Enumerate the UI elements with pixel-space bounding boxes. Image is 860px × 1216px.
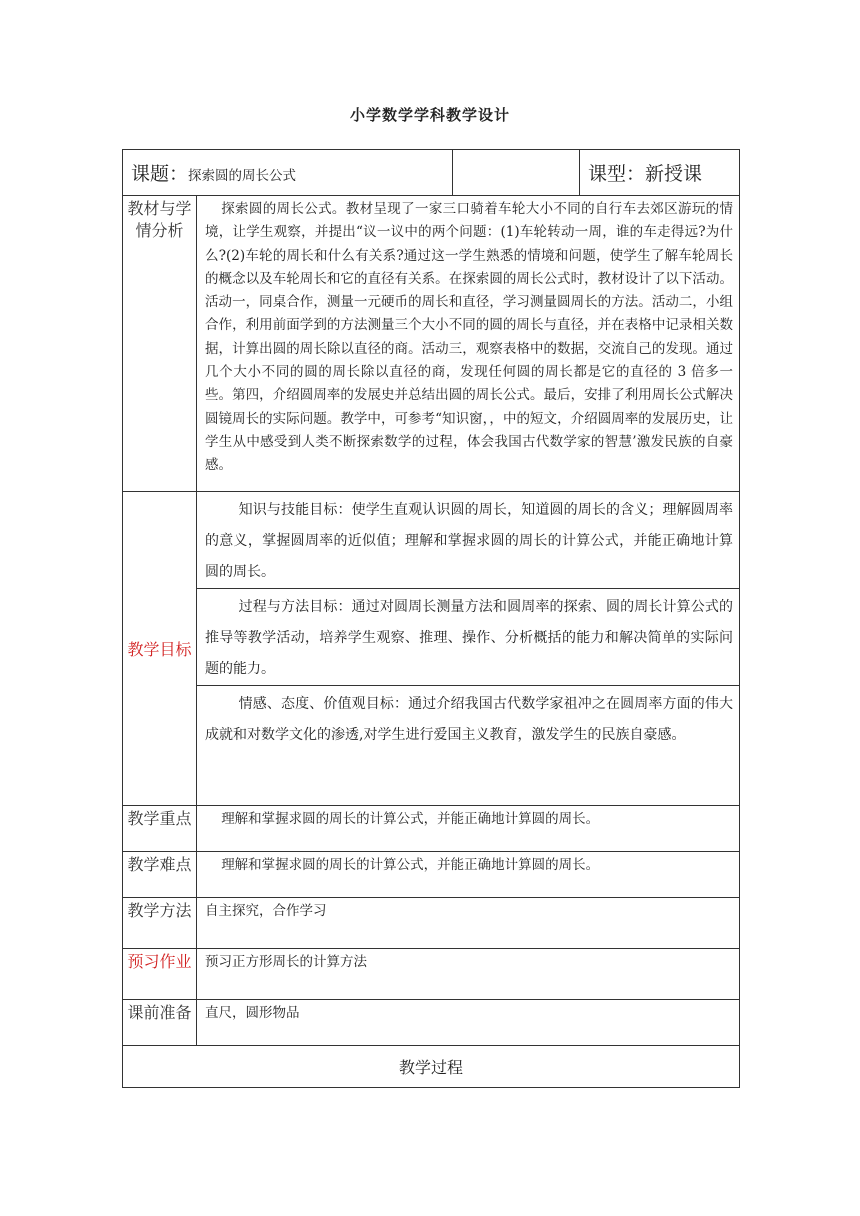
topic-cell	[123, 150, 453, 196]
objective-process: 过程与方法目标：通过对圆周长测量方法和圆周率的探索、圆的周长计算公式的推导等教学活动，培养学生观察、推理、操作、分析概括的能力和解决简单的实际问题的能力。	[197, 589, 740, 686]
type-value: 新授课	[645, 163, 703, 185]
topic-value: 探索圆的周长公式	[188, 168, 297, 184]
process-heading-row	[123, 1046, 740, 1088]
method-label: 教学方法	[123, 898, 197, 949]
process-heading: 教学过程	[123, 1046, 740, 1088]
topic-label: 课题：	[131, 163, 189, 185]
key-point-row	[123, 806, 740, 852]
preparation-label: 课前准备	[123, 1000, 197, 1046]
homework-row	[123, 949, 740, 1000]
objective-row-knowledge	[123, 492, 740, 589]
homework-label: 预习作业	[123, 949, 197, 1000]
key-point-label: 教学重点	[123, 806, 197, 852]
analysis-row	[123, 196, 740, 492]
objective-knowledge: 知识与技能目标：使学生直观认识圆的周长，知道圆的周长的含义；理解圆周率的意义，掌握圆周率的近似值；理解和掌握求圆的周长的计算公式，并能正确地计算圆的周长。	[197, 492, 740, 589]
empty-cell	[453, 150, 580, 196]
objectives-label: 教学目标	[123, 492, 197, 806]
lesson-plan-table	[122, 149, 740, 1088]
type-cell	[580, 150, 740, 196]
page-title: 小学数学学科教学设计	[349, 106, 510, 124]
header-row	[123, 150, 740, 196]
difficulty-label: 教学难点	[123, 852, 197, 898]
objective-row-process	[123, 589, 740, 686]
method-value: 自主探究，合作学习	[197, 898, 740, 949]
difficulty-value: 理解和掌握求圆的周长的计算公式，并能正确地计算圆的周长。	[197, 852, 740, 898]
key-point-value: 理解和掌握求圆的周长的计算公式，并能正确地计算圆的周长。	[197, 806, 740, 852]
difficulty-row	[123, 852, 740, 898]
method-row	[123, 898, 740, 949]
objective-emotion: 情感、态度、价值观目标：通过介绍我国古代数学家祖冲之在圆周率方面的伟大成就和对数学文化的渗透,对学生进行爱国主义教育，激发学生的民族自豪感。	[197, 686, 740, 806]
homework-value: 预习正方形周长的计算方法	[197, 949, 740, 1000]
objective-row-emotion	[123, 686, 740, 806]
preparation-row	[123, 1000, 740, 1046]
analysis-label: 教材与学情分析	[123, 196, 197, 492]
analysis-text: 探索圆的周长公式。教材呈现了一家三口骑着车轮大小不同的自行车去郊区游玩的情境，让学生观察，并提出“议一议中的两个问题：(1)车轮转动一周，谁的车走得远?为什么?(2)车轮的周长和什么有关系?通过这一学生熟悉的情境和问题，使学生了解车轮周长的概念以及车轮周长和它的直径有关系。在探索圆的周长公式时，教材设计了以下活动。活动一，同桌合作，测量一元硬币的周长和直径，学习测量圆周长的方法。活动二，小组合作，利用前面学到的方法测量三个大小不同的圆的周长与直径，并在表格中记录相关数据，计算出圆的周长除以直径的商。活动三，观察表格中的数据，交流自己的发现。通过几个大小不同的圆的周长除以直径的商，发现任何圆的周长都是它的直径的 3 倍多一些。第四，介绍圆周率的发展史并总结出圆的周长公式。最后，安排了利用周长公式解决圆镜周长的实际问题。教学中，可参考“知识窗，，中的短文，介绍圆周率的发展历史，让学生从中感受到人类不断探索数学的过程，体会我国古代数学家的智慧’激发民族的自豪感。	[197, 196, 740, 492]
preparation-value: 直尺，圆形物品	[197, 1000, 740, 1046]
type-label: 课型：	[588, 163, 646, 185]
